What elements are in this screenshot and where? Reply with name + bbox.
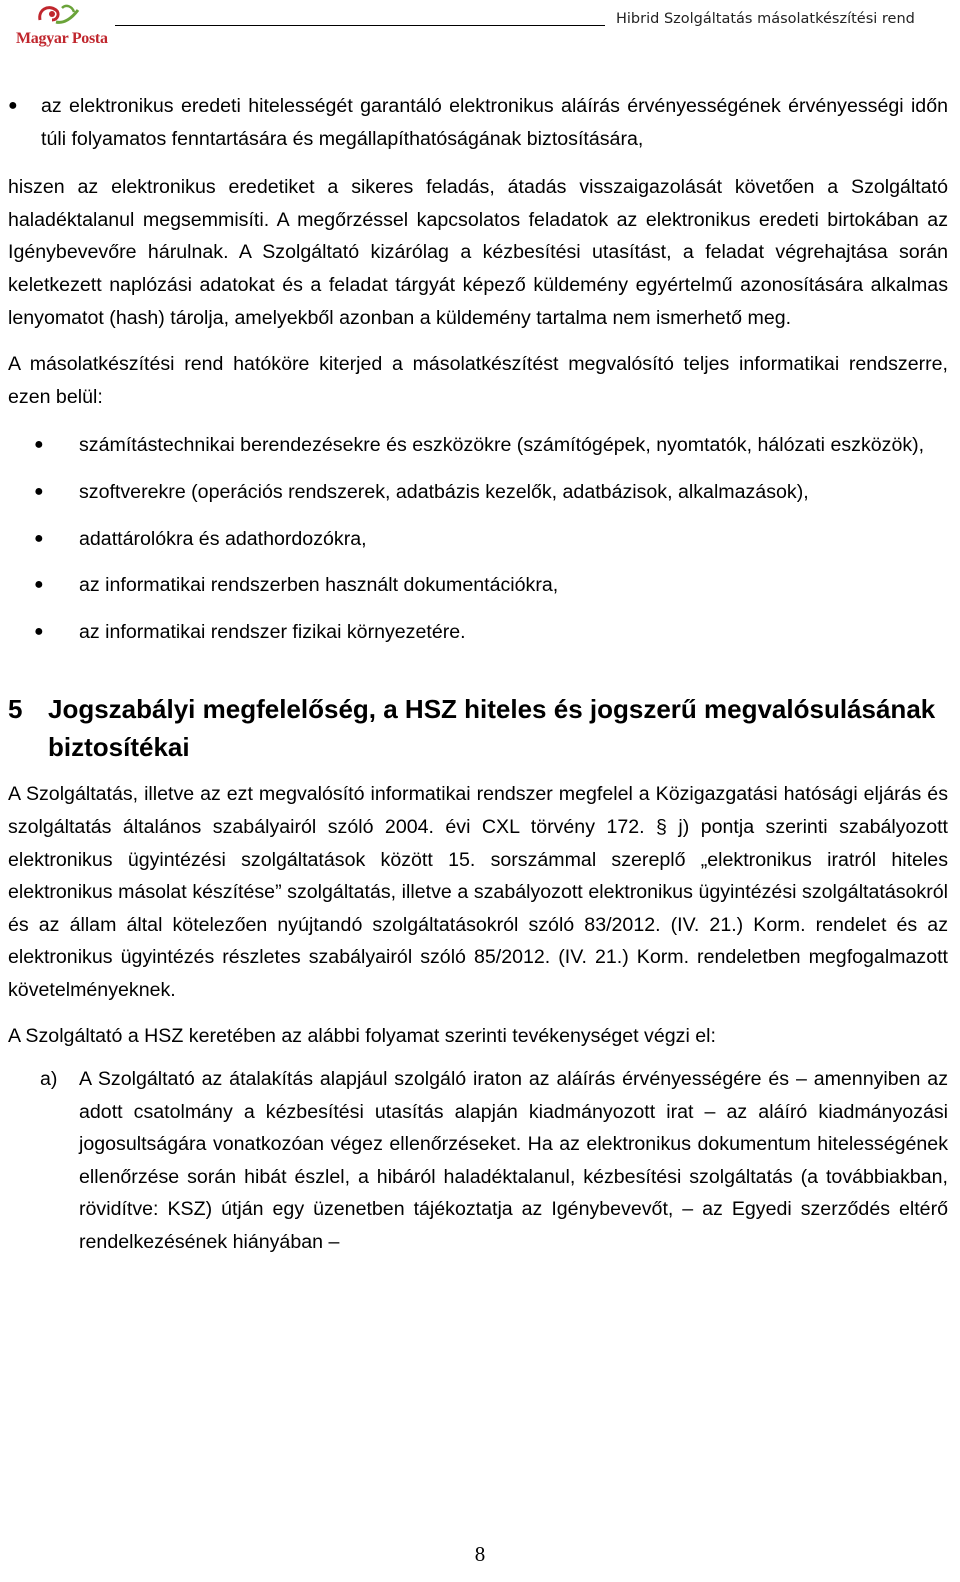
posthorn-icon (34, 2, 84, 32)
list-item (8, 476, 948, 509)
list-item-text: az elektronikus eredeti hitelességét garantáló elektronikus aláírás érvényességének érvényességi időn túli folyamatos fenntartására és megállapíthatóságának biztosítására, (41, 95, 948, 150)
list-item-text: az informatikai rendszer fizikai környezetére. (79, 620, 466, 643)
list-item (8, 90, 948, 155)
list-item-text: az informatikai rendszerben használt dokumentációkra, (79, 574, 559, 597)
list-item (8, 429, 948, 462)
section-heading (8, 690, 948, 766)
bullet-icon: ● (8, 97, 18, 114)
section-number: 5 (8, 694, 23, 725)
page-number: 8 (474, 1542, 486, 1566)
step-marker: a) (40, 1068, 58, 1091)
document-body (8, 90, 948, 1259)
process-steps (8, 1063, 948, 1259)
paragraph-4: A Szolgáltató a HSZ keretében az alábbi folyamat szerinti tevékenységet végzi el: (8, 1025, 716, 1048)
list-item (8, 569, 948, 602)
step-text: A Szolgáltató az átalakítás alapjául szolgáló iraton az aláírás érvényességére és – amennyiben az adott csatolmány a kézbesítési utasítás alapján kiadmányozott irat – az aláíró kiadmányozási jogosultságára vonatkozóan végez ellenőrzéseket. Ha az elektronikus dokumentum hitelességének ellenőrzése során hibát észlel, a hibáról haladéktalanul, kézbesítési szolgáltatás (a továbbiakban, rövidítve: KSZ) útján egy üzenetben tájékoztatja az Igénybevevőt, – az Egyedi szerződés eltérő rendelkezésének hiányában – (79, 1068, 948, 1254)
bullet-icon: ● (34, 622, 44, 640)
list-item-text: szoftverekre (operációs rendszerek, adatbázis kezelők, adatbázisok, alkalmazások), (79, 480, 809, 503)
list-item (8, 616, 948, 649)
bullet-icon: ● (34, 529, 44, 547)
page-header (0, 0, 960, 62)
scope-list (8, 429, 948, 648)
list-item (8, 1063, 948, 1259)
logo-text: Magyar Posta (16, 30, 108, 47)
bullet-icon: ● (34, 436, 44, 454)
magyar-posta-logo (14, 2, 108, 58)
section-title: Jogszabályi megfelelőség, a HSZ hiteles és jogszerű megvalósulásának biztosítékai (48, 694, 936, 763)
paragraph-1: hiszen az elektronikus eredetiket a sikeres feladás, átadás visszaigazolását követően a Szolgáltató haladéktalanul megsemmisíti. A megőrzéssel kapcsolatos feladatok az elektronikus eredeti birtokában az Igénybevevőre hárulnak. A Szolgáltató kizárólag a kézbesítési utasítást, a feladat végrehajtása során keletkezett naplózási adatokat és a feladat tárgyát képező küldemény egyértelmű azonosítására alkalmas lenyomatot (hash) tárolja, amelyekből azonban a küldemény tartalma nem ismerhető meg. (8, 176, 948, 329)
list-item-text: számítástechnikai berendezésekre és eszközökre (számítógépek, nyomtatók, hálózati eszközök), (79, 434, 925, 457)
paragraph-2: A másolatkészítési rend hatóköre kiterjed a másolatkészítést megvalósító teljes informatikai rendszerre, ezen belül: (8, 353, 948, 408)
list-item-text: adattárolókra és adathordozókra, (79, 527, 367, 550)
paragraph-3: A Szolgáltatás, illetve az ezt megvalósító informatikai rendszer megfelel a Közigazgatási hatósági eljárás és szolgáltatás általános szabályairól szóló 2004. évi CXL törvény 172. § j) pontja szerinti szabályozott elektronikus ügyintézési szolgáltatások között 15. sorszámmal szereplő „elektronikus iratról hiteles elektronikus másolat készítése” szolgáltatás, illetve a szabályozott elektronikus ügyintézési szolgáltatásokról és az állam által kötelezően nyújtandó szolgáltatásokról szóló 83/2012. (IV. 21.) Korm. rendelet és az elektronikus ügyintézés részletes szabályairól szóló 85/2012. (IV. 21.) Korm. rendeletben megfogalmazott követelményeknek. (8, 783, 948, 1001)
header-rule (115, 25, 605, 26)
header-title: Hibrid Szolgáltatás másolatkészítési rend (616, 11, 915, 27)
list-item (8, 523, 948, 556)
bullet-icon: ● (34, 576, 44, 594)
bullet-icon: ● (34, 482, 44, 500)
